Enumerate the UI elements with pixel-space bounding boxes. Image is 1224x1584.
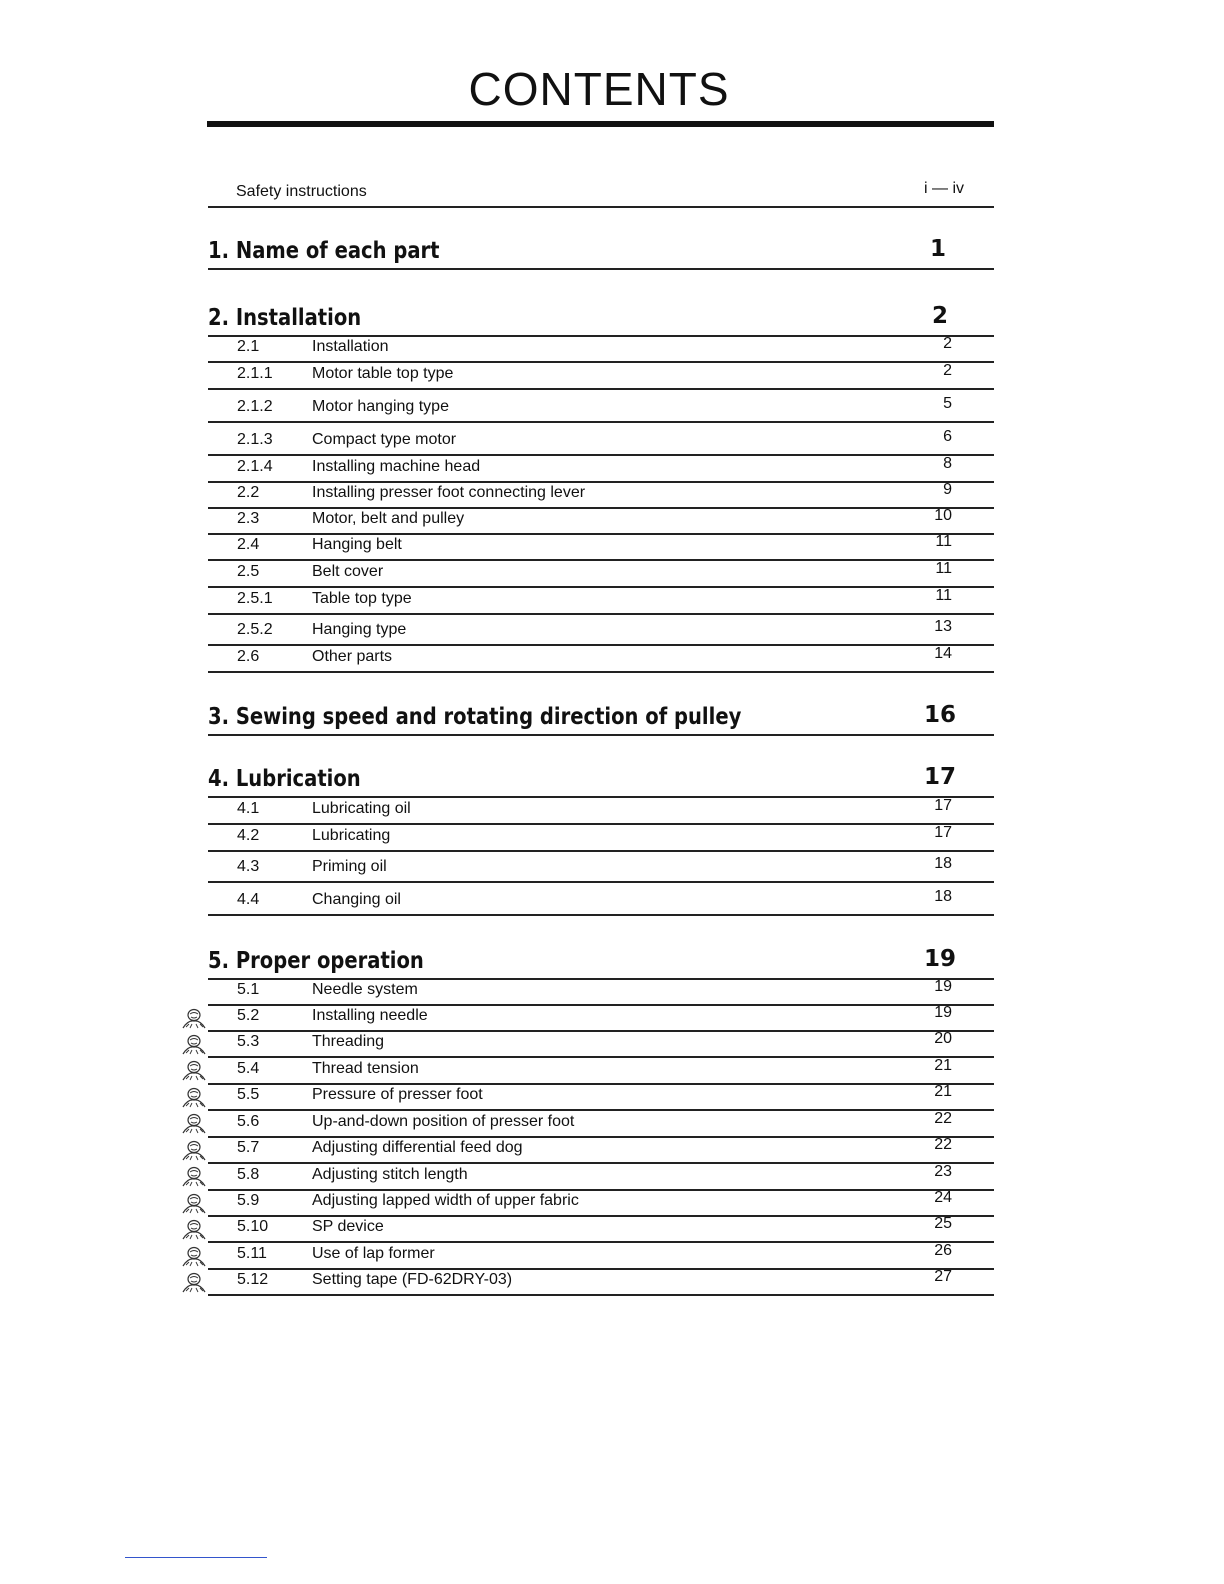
operator-mark-icon bbox=[180, 1218, 208, 1240]
toc-row[interactable] bbox=[208, 980, 994, 1006]
toc-number: 4.2 bbox=[237, 827, 260, 844]
toc-row[interactable] bbox=[208, 615, 994, 646]
section-title: 5. Proper operation bbox=[208, 948, 424, 974]
toc-row[interactable] bbox=[208, 852, 994, 883]
toc-label: Adjusting stitch length bbox=[312, 1166, 468, 1183]
toc-page: 2 bbox=[943, 362, 952, 379]
toc-label: Safety instructions bbox=[236, 183, 367, 200]
toc-label: Up-and-down position of presser foot bbox=[312, 1113, 575, 1130]
toc-label: Installation bbox=[312, 338, 389, 355]
toc-label: Compact type motor bbox=[312, 431, 457, 448]
toc-page: 26 bbox=[934, 1242, 952, 1259]
operator-mark-icon bbox=[180, 1139, 208, 1161]
toc-page: 11 bbox=[935, 587, 952, 604]
toc-label: Table top type bbox=[312, 590, 412, 607]
toc-page: 25 bbox=[934, 1215, 952, 1232]
toc-row[interactable] bbox=[208, 423, 994, 456]
operator-mark-icon bbox=[180, 1059, 208, 1081]
toc-label: Setting tape (FD-62DRY-03) bbox=[312, 1271, 513, 1288]
toc-number: 5.1 bbox=[237, 981, 260, 998]
toc-page: 24 bbox=[934, 1189, 952, 1206]
toc-number: 2.1 bbox=[237, 338, 260, 355]
toc-page: 20 bbox=[934, 1030, 952, 1047]
toc-number: 4.3 bbox=[237, 858, 260, 875]
toc-label: Installing needle bbox=[312, 1007, 428, 1024]
toc-number: 5.6 bbox=[237, 1113, 260, 1130]
toc-label: Other parts bbox=[312, 648, 393, 665]
section-heading[interactable] bbox=[208, 292, 994, 337]
section-heading[interactable] bbox=[208, 693, 994, 736]
toc-number: 4.4 bbox=[237, 891, 260, 908]
toc-page: 10 bbox=[934, 507, 952, 524]
title-rule bbox=[207, 121, 994, 127]
toc-row[interactable] bbox=[208, 561, 994, 588]
toc-page: 19 bbox=[934, 1004, 952, 1021]
operator-mark-icon bbox=[180, 1165, 208, 1187]
operator-mark-icon bbox=[180, 1271, 208, 1293]
toc-label: Priming oil bbox=[312, 858, 387, 875]
toc-page: 21 bbox=[934, 1057, 952, 1074]
toc-row[interactable] bbox=[208, 1085, 994, 1111]
toc-number: 5.7 bbox=[237, 1139, 260, 1156]
toc-page: 17 bbox=[934, 824, 952, 841]
section-title: 3. Sewing speed and rotating direction of pulley bbox=[208, 704, 742, 730]
toc-number: 2.2 bbox=[237, 484, 260, 501]
section-heading[interactable] bbox=[208, 938, 994, 980]
toc-page: 13 bbox=[934, 618, 952, 635]
section-page: 19 bbox=[923, 946, 956, 972]
toc-label: Adjusting differential feed dog bbox=[312, 1139, 523, 1156]
toc-number: 5.12 bbox=[237, 1271, 269, 1288]
toc-label: Motor hanging type bbox=[312, 398, 449, 415]
page-title: CONTENTS bbox=[468, 63, 730, 115]
operator-mark-icon bbox=[180, 1112, 208, 1134]
toc-row[interactable] bbox=[208, 1164, 994, 1191]
operator-mark-icon bbox=[180, 1245, 208, 1267]
operator-mark-icon bbox=[180, 1192, 208, 1214]
toc-page: 17 bbox=[934, 797, 952, 814]
toc-label: Belt cover bbox=[312, 563, 384, 580]
section-page: 16 bbox=[923, 702, 956, 728]
toc-number: 4.1 bbox=[237, 800, 260, 817]
toc-number: 5.10 bbox=[237, 1218, 269, 1235]
toc-page: 19 bbox=[934, 978, 952, 995]
toc-page: 11 bbox=[935, 560, 952, 577]
toc-page: 23 bbox=[934, 1163, 952, 1180]
toc-label: Installing presser foot connecting lever bbox=[312, 484, 586, 501]
operator-mark-icon bbox=[180, 1086, 208, 1108]
toc-page: 27 bbox=[934, 1268, 952, 1285]
bottom-rule bbox=[125, 1557, 267, 1558]
section-title: 4. Lubrication bbox=[208, 766, 361, 792]
toc-row[interactable] bbox=[208, 483, 994, 509]
toc-row[interactable] bbox=[208, 1138, 994, 1164]
toc-number: 5.8 bbox=[237, 1166, 260, 1183]
toc-row[interactable] bbox=[208, 390, 994, 423]
toc-page: 5 bbox=[943, 395, 952, 412]
toc-number: 2.1.3 bbox=[237, 431, 273, 448]
toc-label: Lubricating oil bbox=[312, 800, 411, 817]
toc-label: Lubricating bbox=[312, 827, 391, 844]
toc-page: 9 bbox=[943, 481, 952, 498]
section-title: 2. Installation bbox=[208, 305, 362, 331]
toc-number: 2.1.1 bbox=[237, 365, 273, 382]
toc-row[interactable] bbox=[208, 646, 994, 673]
toc-label: Hanging type bbox=[312, 621, 407, 638]
toc-row[interactable] bbox=[208, 1191, 994, 1217]
toc-page: 2 bbox=[943, 335, 952, 352]
toc-row[interactable] bbox=[208, 1032, 994, 1058]
toc-label: Changing oil bbox=[312, 891, 401, 908]
toc-row[interactable] bbox=[208, 798, 994, 825]
toc-number: 2.1.2 bbox=[237, 398, 273, 415]
toc-row[interactable] bbox=[208, 363, 994, 390]
section-page: 1 bbox=[929, 236, 946, 262]
toc-row[interactable] bbox=[208, 1111, 994, 1138]
section-heading[interactable] bbox=[208, 225, 994, 270]
operator-mark-icon bbox=[180, 1033, 208, 1055]
toc-page: 18 bbox=[934, 855, 952, 872]
section-heading[interactable] bbox=[208, 756, 994, 798]
toc-row[interactable] bbox=[208, 825, 994, 852]
toc-label: Pressure of presser foot bbox=[312, 1086, 483, 1103]
toc-label: Adjusting lapped width of upper fabric bbox=[312, 1192, 579, 1209]
operator-mark-icon bbox=[180, 1007, 208, 1029]
toc-row[interactable] bbox=[208, 1243, 994, 1270]
toc-page: 8 bbox=[943, 455, 952, 472]
toc-row-safety[interactable] bbox=[208, 160, 994, 208]
toc-page: 22 bbox=[934, 1110, 952, 1127]
toc-number: 2.3 bbox=[237, 510, 260, 527]
toc-label: Threading bbox=[312, 1033, 385, 1050]
toc-page: 18 bbox=[934, 888, 952, 905]
section-title: 1. Name of each part bbox=[208, 238, 440, 264]
toc-row[interactable] bbox=[208, 509, 994, 535]
toc-label: Thread tension bbox=[312, 1060, 419, 1077]
toc-label: Motor, belt and pulley bbox=[312, 510, 465, 527]
toc-number: 2.5 bbox=[237, 563, 260, 580]
toc-page: 11 bbox=[935, 533, 952, 550]
toc-number: 2.4 bbox=[237, 536, 260, 553]
toc-number: 2.1.4 bbox=[237, 458, 273, 475]
section-page: 17 bbox=[923, 764, 956, 790]
toc-page: i — iv bbox=[924, 180, 964, 197]
toc-number: 5.4 bbox=[237, 1060, 260, 1077]
toc-label: Motor table top type bbox=[312, 365, 454, 382]
toc-row[interactable] bbox=[208, 1270, 994, 1296]
toc-row[interactable] bbox=[208, 1006, 994, 1032]
toc-row[interactable] bbox=[208, 588, 994, 615]
toc-row[interactable] bbox=[208, 1058, 994, 1085]
toc-number: 5.5 bbox=[237, 1086, 260, 1103]
toc-row[interactable] bbox=[208, 456, 994, 483]
toc-number: 2.5.1 bbox=[237, 590, 273, 607]
toc-number: 5.9 bbox=[237, 1192, 260, 1209]
toc-label: SP device bbox=[312, 1218, 384, 1235]
section-page: 2 bbox=[931, 303, 948, 329]
toc-label: Needle system bbox=[312, 981, 418, 998]
toc-label: Installing machine head bbox=[312, 458, 481, 475]
toc-label: Use of lap former bbox=[312, 1245, 435, 1262]
toc-row[interactable] bbox=[208, 883, 994, 916]
toc-page: 14 bbox=[934, 645, 952, 662]
toc-page: 21 bbox=[934, 1083, 952, 1100]
toc-row[interactable] bbox=[208, 535, 994, 561]
toc-number: 5.11 bbox=[237, 1245, 267, 1262]
toc-number: 5.3 bbox=[237, 1033, 260, 1050]
toc-number: 2.5.2 bbox=[237, 621, 273, 638]
toc-number: 5.2 bbox=[237, 1007, 260, 1024]
toc-page: 6 bbox=[943, 428, 952, 445]
toc-row[interactable] bbox=[208, 1217, 994, 1243]
toc-label: Hanging belt bbox=[312, 536, 402, 553]
toc-page: 22 bbox=[934, 1136, 952, 1153]
toc-row[interactable] bbox=[208, 336, 994, 363]
toc-number: 2.6 bbox=[237, 648, 260, 665]
